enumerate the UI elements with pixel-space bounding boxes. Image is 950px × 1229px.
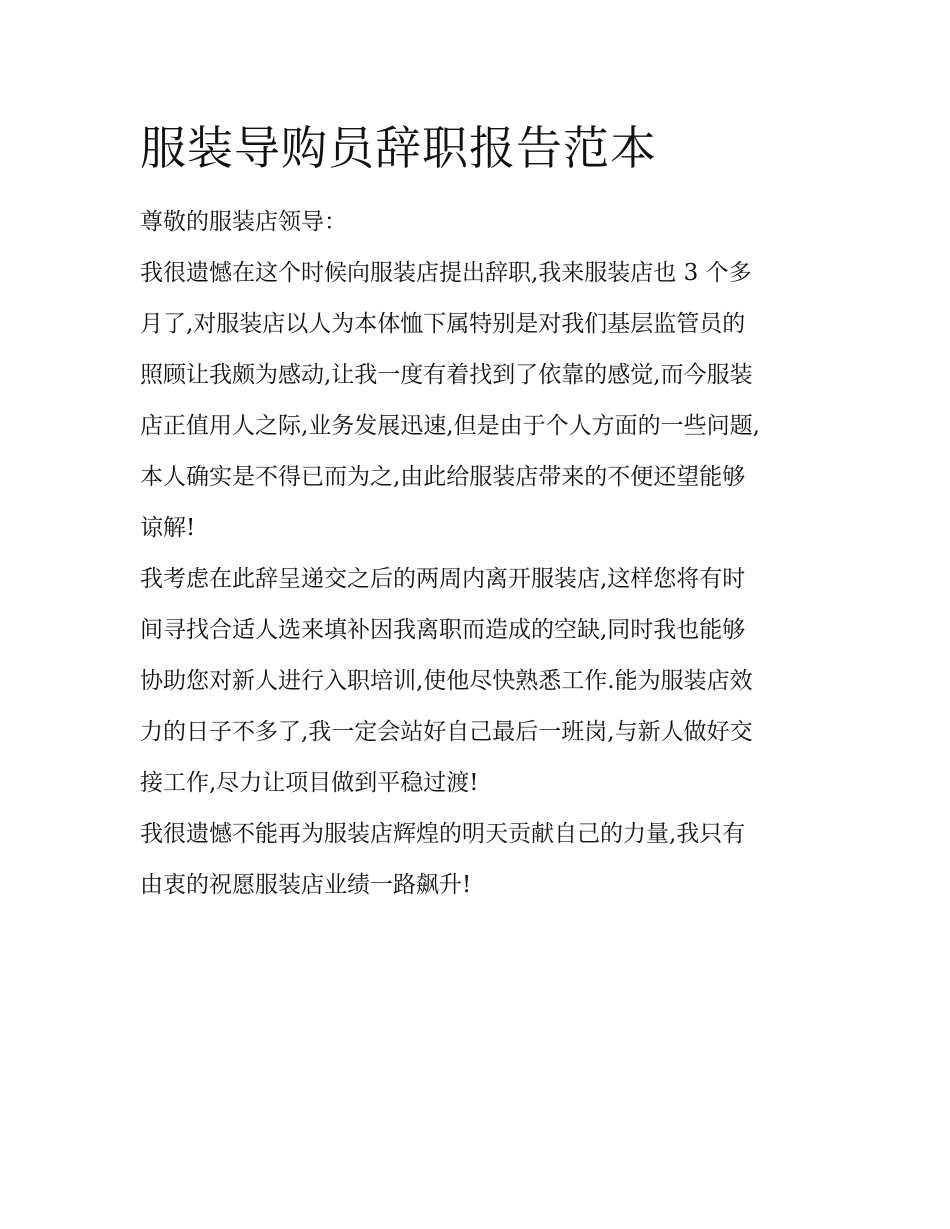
body-line: 我很遗憾在这个时候向服装店提出辞职,我来服装店也 3 个多 [140, 260, 752, 286]
body-line: 本人确实是不得已而为之,由此给服装店带来的不便还望能够 [140, 464, 746, 490]
document-title: 服装导购员辞职报告范本 [140, 121, 657, 175]
body-line: 我考虑在此辞呈递交之后的两周内离开服装店,这样您将有时 [140, 566, 746, 592]
body-line: 由衷的祝愿服装店业绩一路飙升! [140, 872, 472, 898]
document-body [140, 197, 808, 911]
body-line: 月了,对服装店以人为本体恤下属特别是对我们基层监管员的 [140, 311, 746, 337]
body-line: 店正值用人之际,业务发展迅速,但是由于个人方面的一些问题, [140, 413, 760, 439]
body-line: 协助您对新人进行入职培训,使他尽快熟悉工作.能为服装店效 [140, 668, 753, 694]
body-line: 谅解! [140, 515, 196, 541]
body-line: 力的日子不多了,我一定会站好自己最后一班岗,与新人做好交 [140, 719, 753, 745]
body-line: 我很遗憾不能再为服装店辉煌的明天贡献自己的力量,我只有 [140, 821, 746, 847]
salutation: 尊敬的服装店领导： [140, 209, 347, 235]
body-line: 间寻找合适人选来填补因我离职而造成的空缺,同时我也能够 [140, 617, 746, 643]
body-line: 接工作,尽力让项目做到平稳过渡! [140, 770, 479, 796]
body-line: 照顾让我颇为感动,让我一度有着找到了依靠的感觉,而今服装 [140, 362, 753, 388]
